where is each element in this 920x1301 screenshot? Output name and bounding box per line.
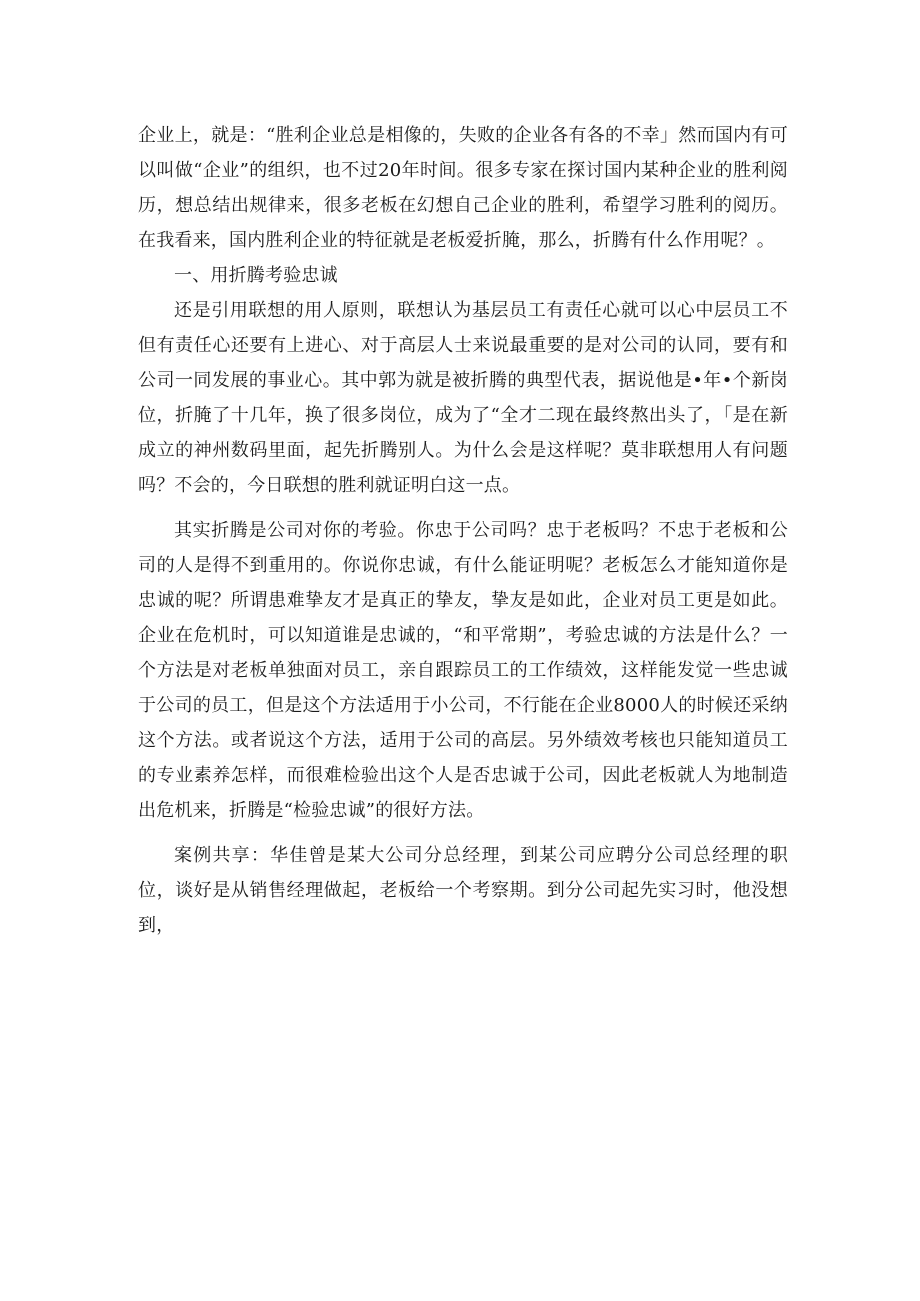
- body-paragraph-2: 其实折腾是公司对你的考验。你忠于公司吗？忠于老板吗？不忠于老板和公司的人是得不到重用的。你说你忠诚，有什么能证明呢？老板怎么才能知道你是忠诚的呢？所谓患难挚友才是真正的挚友，挚友是如此，企业对员工更是如此。企业在危机时，可以知道谁是忠诚的，“和平常期”，考验忠诚的方法是什么？一个方法是对老板单独面对员工，亲自跟踪员工的工作绩效，这样能发觉一些忠诚于公司的员工，但是这个方法适用于小公司，不行能在企业8000人的时候还采纳这个方法。或者说这个方法，适用于公司的高层。另外绩效考核也只能知道员工的专业素养怎样，而很难检验出这个人是否忠诚于公司，因此老板就人为地制造出危机来，折腾是“检验忠诚”的很好方法。: [138, 520, 788, 821]
- body-paragraph-1: 还是引用联想的用人原则，联想认为基层员工有责任心就可以心中层员工不但有责任心还要有上进心、对于高层人士来说最重要的是对公司的认同，要有和公司一同发展的事业心。其中郭为就是被折腾的典型代表，据说他是•年•个新岗位，折腌了十几年，换了很多岗位，成为了“全才二现在最终熬出头了，「是在新成立的神州数码里面，起先折腾别人。为什么会是这样呢？莫非联想用人有问题吗？不会的，今日联想的胜利就证明白这一点。: [138, 300, 788, 496]
- document-body: [138, 118, 788, 943]
- section-heading: 一、用折腾考验忠诚: [174, 265, 338, 286]
- intro-paragraph: 企业上，就是：“胜利企业总是相像的，失败的企业各有各的不幸」然而国内有可以叫做“企业”的组织，也不过20年时间。很多专家在探讨国内某种企业的胜利阅历，想总结出规律来，很多老板在幻想自己企业的胜利，希望学习胜利的阅历。在我看来，国内胜利企业的特征就是老板爱折腌，那么，折腾有什么作用呢？。: [138, 125, 788, 251]
- body-paragraph-3: 案例共享：华佳曾是某大公司分总经理，到某公司应聘分公司总经理的职位，谈好是从销售经理做起，老板给一个考察期。到分公司起先实习时，他没想到，: [138, 845, 788, 936]
